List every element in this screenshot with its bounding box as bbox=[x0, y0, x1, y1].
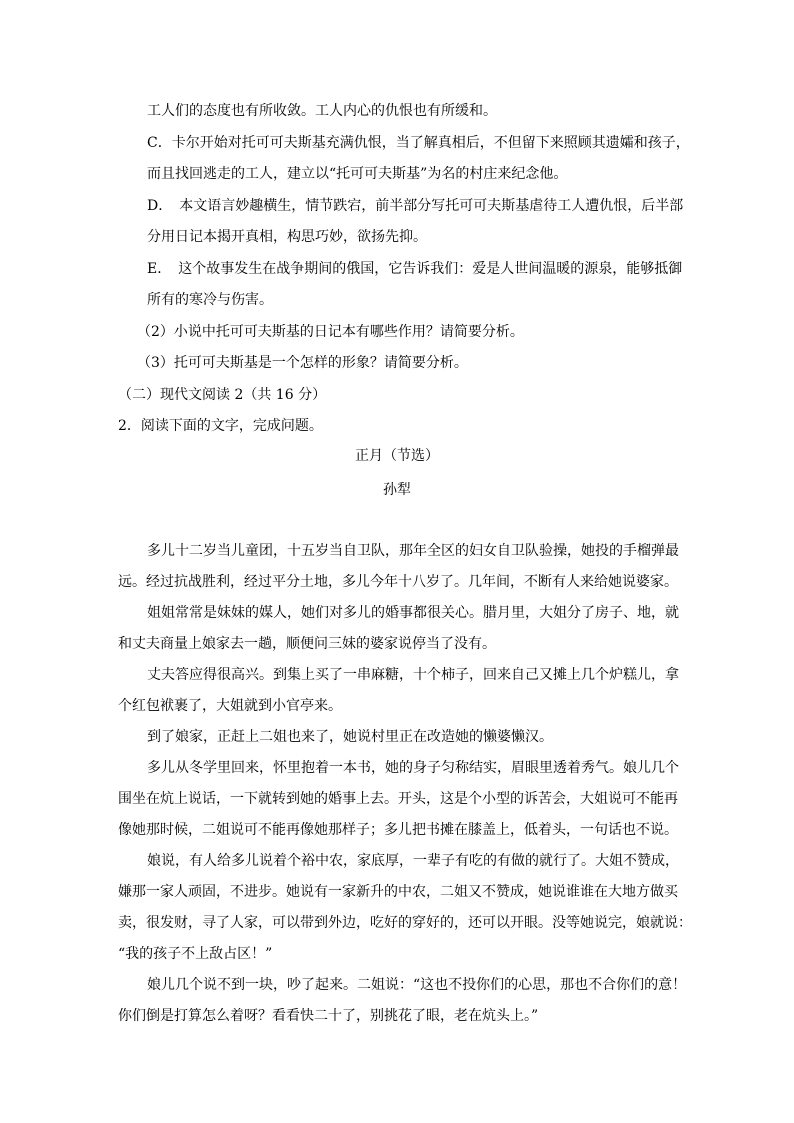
paragraph-line: 围坐在炕上说话，一下就转到她的婚事上去。开头，这是个小型的诉苦会，大姐说可不能再 bbox=[118, 791, 678, 807]
paragraph-line: 丈夫答应得很高兴。到集上买了一串麻糖，十个柿子，回来自己又摊上几个炉糕儿，拿 bbox=[147, 667, 679, 683]
paragraph-line: 多儿从冬学里回来，怀里抱着一本书，她的身子匀称结实，眉眼里透着秀气。娘儿几个 bbox=[147, 760, 679, 776]
option-d-line-2: 分用日记本揭开真相，构思巧妙，欲扬先抑。 bbox=[147, 229, 427, 245]
option-e-line-2: 所有的寒冷与伤害。 bbox=[147, 292, 273, 308]
option-c-line-2: 而且找回逃走的工人，建立以“托可可夫斯基”为名的村庄来纪念他。 bbox=[147, 166, 568, 182]
option-d-line-1: D． 本文语言妙趣横生，情节跌宕，前半部分写托可可夫斯基虐待工人遭仇恨，后半部 bbox=[147, 198, 684, 214]
question-2: （2）小说中托可可夫斯基的日记本有哪些作用？请简要分析。 bbox=[137, 324, 524, 340]
reading-instruction: 2．阅读下面的文字，完成问题。 bbox=[118, 418, 323, 434]
passage-author: 孙犁 bbox=[383, 482, 411, 498]
option-e-line-1: E． 这个故事发生在战争期间的俄国，它告诉我们：爱是人世间温暖的源泉，能够抵御 bbox=[147, 261, 683, 277]
option-c-line-1: C．卡尔开始对托可可夫斯基充满仇恨，当了解真相后，不但留下来照顾其遗孀和孩子， bbox=[147, 135, 690, 151]
question-3: （3）托可可夫斯基是一个怎样的形象？请简要分析。 bbox=[137, 355, 468, 371]
paragraph-line: 远。经过抗战胜利，经过平分土地，多儿今年十八岁了。几年间，不断有人来给她说婆家。 bbox=[118, 574, 678, 590]
paragraph-line: 你们倒是打算怎么着呀？看看快二十了，别挑花了眼，老在炕头上。” bbox=[118, 1008, 539, 1024]
paragraph-line: 个红包袱裹了，大姐就到小官亭来。 bbox=[118, 698, 342, 714]
paragraph-line: 娘儿几个说不到一块，吵了起来。二姐说：“这也不投你们的心思，那也不合你们的意！ bbox=[147, 977, 687, 993]
paragraph-line: 多儿十二岁当儿童团，十五岁当自卫队，那年全区的妇女自卫队验操，她投的手榴弹最 bbox=[147, 543, 679, 559]
paragraph-line: 和丈夫商量上娘家去一趟，顺便问三妹的婆家说停当了没有。 bbox=[118, 636, 496, 652]
option-b-continuation: 工人们的态度也有所收敛。工人内心的仇恨也有所缓和。 bbox=[147, 103, 497, 119]
paragraph-line: 卖，很发财，寻了人家，可以带到外边，吃好的穿好的，还可以开眼。没等她说完，娘就说： bbox=[118, 915, 692, 931]
paragraph-line: 到了娘家，正赶上二姐也来了，她说村里正在改造她的懒婆懒汉。 bbox=[147, 729, 553, 745]
paragraph-line: 姐姐常常是妹妹的媒人，她们对多儿的婚事都很关心。腊月里，大姐分了房子、地，就 bbox=[147, 605, 679, 621]
section-heading: （二）现代文阅读 2（共 16 分） bbox=[118, 387, 327, 403]
passage-title: 正月（节选） bbox=[355, 448, 439, 464]
paragraph-line: “我的孩子不上敌占区！” bbox=[118, 946, 273, 962]
paragraph-line: 像她那时候，二姐说可不能再像她那样子；多儿把书摊在膝盖上，低着头，一句话也不说。 bbox=[118, 822, 678, 838]
paragraph-line: 娘说，有人给多儿说着个裕中农，家底厚，一辈子有吃的有做的就行了。大姐不赞成， bbox=[147, 853, 679, 869]
paragraph-line: 嫌那一家人顽固，不进步。她说有一家新升的中农，二姐又不赞成，她说谁谁在大地方做买 bbox=[118, 884, 678, 900]
